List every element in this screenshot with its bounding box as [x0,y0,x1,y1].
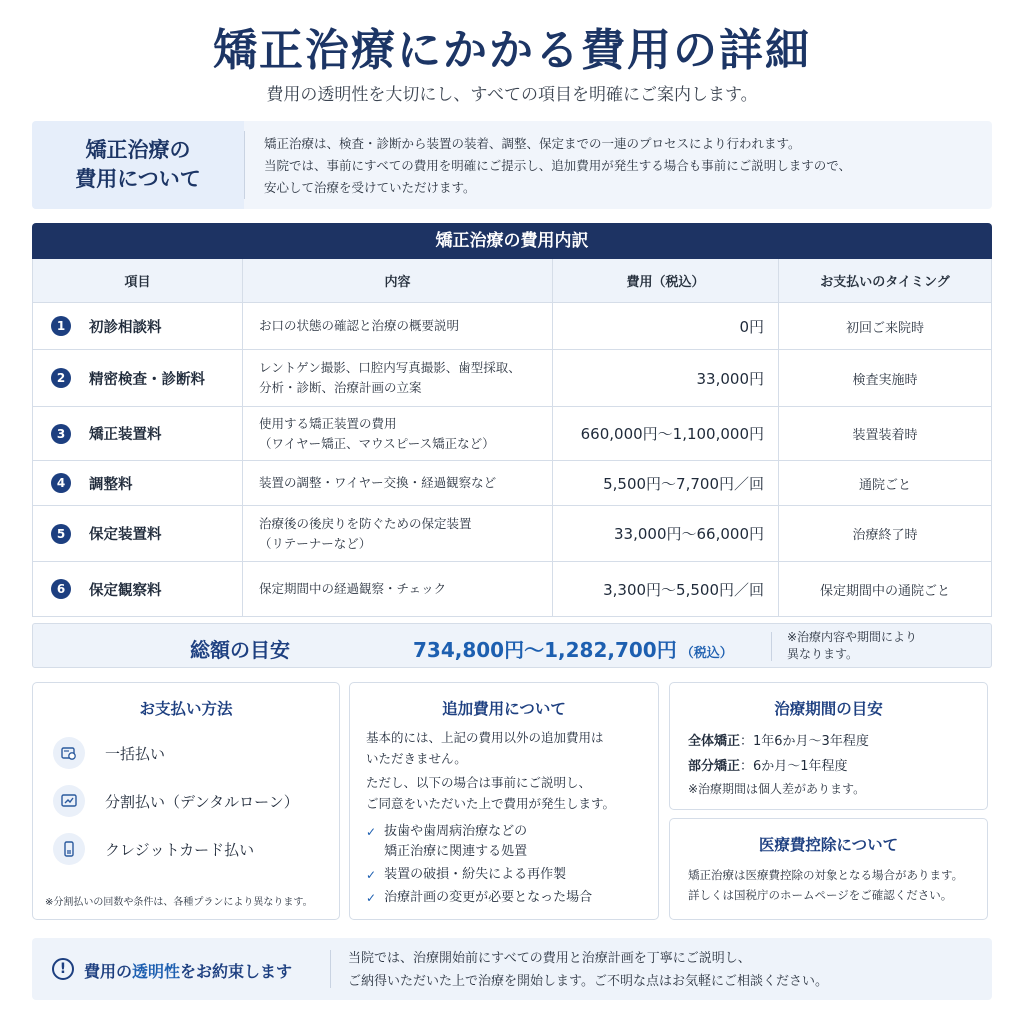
row-number-badge: 5 [51,524,71,544]
medical-deduction-title: 医療費控除について [758,836,899,854]
row-timing: 初回ご来院時 [845,320,924,336]
row-number-badge: 4 [51,473,71,493]
row-timing: 装置装着時 [852,428,918,443]
promise-label-part: をお約束します [180,962,293,981]
row-description [243,303,553,349]
row-description-line: 分析・診断、治療計画の立案 [259,380,422,395]
row-item-label: 矯正装置料 [89,427,162,443]
payment-item-label: 一括払い [105,744,166,763]
period-partial-label: 部分矯正 [688,759,741,774]
table-row [32,561,992,616]
table-row [32,349,992,406]
row-item [33,562,243,616]
paragraph-line: ご同意をいただいた上で費用が発生します。 [366,796,616,811]
additional-fees-title: 追加費用について [442,700,566,718]
row-fee: 5,500円～7,700円／回 [553,461,779,505]
total-tax-label: （税込） [680,646,733,661]
fee-table [32,223,992,617]
intro-heading-line1: 矯正治療の [85,138,191,162]
total-label: 総額の目安 [190,638,290,662]
total-note [787,629,917,663]
payment-item-label: 分割払い（デンタルローン） [105,792,299,811]
row-item [33,350,243,406]
row-fee: 33,000円～66,000円 [553,506,779,561]
period-full-value: ：1年6か月～3年程度 [740,734,869,749]
payment-methods-title: お支払い方法 [139,700,233,718]
row-description-line: 治療後の後戻りを防ぐための保定装置 [259,515,472,531]
row-item-label: 調整料 [89,476,133,493]
row-item-label: 保定装置料 [89,527,162,543]
fee-table-header-row [32,259,992,302]
promise-label-part: 費用の [84,962,133,981]
treatment-period-title: 治療期間の目安 [774,700,883,718]
row-number-badge: 3 [51,424,71,444]
payment-note: ※分割払いの回数や条件は、各種プランにより異なります。 [45,897,313,908]
total-value [413,634,733,663]
period-full-label: 全体矯正 [688,734,741,749]
total-amount: 734,800円～1,282,700円 [413,638,677,662]
row-description-line: （ワイヤー矯正、マウスピース矯正など） [259,435,495,451]
intro-divider [244,131,245,199]
total-estimate [32,623,992,668]
period-partial-value: ：6か月～1年程度 [740,759,848,774]
intro-section [32,121,992,209]
payment-methods-card [32,682,340,920]
total-divider [771,632,772,661]
page-subtitle: 費用の透明性を大切にし、すべての項目を明確にご案内します。 [266,85,758,105]
row-timing: 検査実施時 [852,372,918,388]
payment-item-label: クレジットカード払い [105,840,255,859]
row-description [243,407,553,460]
column-header-fee: 費用（税込） [553,259,779,302]
row-item [33,303,243,349]
table-row [32,460,992,505]
intro-line: 矯正治療は、検査・診断から装置の装着、調整、保定までの一連のプロセスにより行われます。 [264,136,801,151]
intro-heading [32,121,244,209]
row-item-label: 精密検査・診断料 [89,371,205,388]
row-timing: 保定期間中の通院ごと [819,583,950,599]
medical-deduction-line: 詳しくは国税庁のホームページをご確認ください。 [688,888,953,902]
table-row [32,302,992,349]
payment-item-installment [53,785,299,817]
promise-label-highlight: 透明性 [132,962,181,981]
promise-line: 当院では、治療開始前にすべての費用と治療計画を丁寧にご説明し、 [348,951,751,966]
row-item-label: 保定観察料 [89,582,162,599]
promise-divider [330,950,331,988]
cash-icon [53,737,85,769]
column-header-timing: お支払いのタイミング [820,275,950,290]
intro-heading-line2: 費用について [75,167,201,191]
installment-icon [53,785,85,817]
total-note-line: ※治療内容や期間により [787,630,918,644]
page-title: 矯正治療にかかる費用の詳細 [213,25,811,76]
paragraph-line: 基本的には、上記の費用以外の追加費用は [366,730,604,745]
row-fee: 660,000円～1,100,000円 [553,407,779,460]
row-fee: 33,000円 [553,350,779,406]
check-item [366,888,592,908]
period-full [688,730,869,749]
row-number-badge: 2 [51,368,71,388]
paragraph-line: ただし、以下の場合は事前にご説明し、 [366,775,592,790]
additional-fees-paragraph [366,772,615,814]
row-description-line: 装置の調整・ワイヤー交換・経過観察など [259,475,497,490]
row-description [243,506,553,561]
check-item-line: 装置の破損・紛失による再作製 [384,867,567,882]
row-item [33,461,243,505]
paragraph-line: いただきません。 [366,751,467,766]
row-description [243,562,553,616]
treatment-period-card [669,682,988,810]
check-icon: ✓ [366,891,377,905]
promise-text [348,947,828,993]
fee-table-title: 矯正治療の費用内訳 [32,223,992,259]
check-item-line: 抜歯や歯周病治療などの [384,824,528,839]
promise-label [84,959,292,982]
period-partial [688,755,848,774]
additional-fees-card [349,682,659,920]
fee-table-bottom-border [32,616,992,617]
promise-line: ご納得いただいた上で治療を開始します。ご不明な点はお気軽にご相談ください。 [348,974,828,989]
period-note: ※治療期間は個人差があります。 [688,782,866,796]
transparency-promise [32,938,992,1000]
column-header-item: 項目 [33,259,243,302]
check-item [366,822,527,862]
medical-deduction-card [669,818,988,920]
intro-line: 当院では、事前にすべての費用を明確にご提示し、追加費用が発生する場合も事前にご説明しますので、 [264,158,852,173]
row-description-line: 使用する矯正装置の費用 [259,415,397,431]
row-number-badge: 6 [51,579,71,599]
row-item [33,407,243,460]
intro-body [264,133,851,199]
row-description-line: 保定期間中の経過観察・チェック [259,581,447,596]
check-icon: ✓ [366,868,377,882]
row-description-line: お口の状態の確認と治療の概要説明 [259,318,460,333]
row-description [243,350,553,406]
payment-item-credit-card [53,833,254,865]
total-note-line: 異なります。 [787,647,859,661]
additional-fees-paragraph [366,727,604,769]
column-header-content: 内容 [243,259,553,302]
table-row [32,505,992,561]
credit-card-icon [53,833,85,865]
intro-line: 安心して治療を受けていただけます。 [264,180,476,195]
row-timing: 治療終了時 [852,528,918,543]
medical-deduction-text [688,865,963,905]
payment-item-lump-sum [53,737,165,769]
row-description-line: レントゲン撮影、口腔内写真撮影、歯型採取、 [259,360,521,375]
row-fee: 0円 [553,303,779,349]
row-fee: 3,300円～5,500円／回 [553,562,779,616]
exclamation-icon: ! [52,958,74,980]
check-icon: ✓ [366,825,377,839]
check-item-line: 矯正治療に関連する処置 [384,844,528,859]
row-item [33,506,243,561]
row-description [243,461,553,505]
check-item [366,865,566,885]
row-description-line: （リテーナーなど） [259,535,372,551]
table-row [32,406,992,460]
row-item-label: 初診相談料 [89,319,162,336]
check-item-line: 治療計画の変更が必要となった場合 [384,890,593,905]
medical-deduction-line: 矯正治療は医療費控除の対象となる場合があります。 [688,868,964,882]
row-timing: 通院ごと [858,477,911,493]
row-number-badge: 1 [51,316,71,336]
